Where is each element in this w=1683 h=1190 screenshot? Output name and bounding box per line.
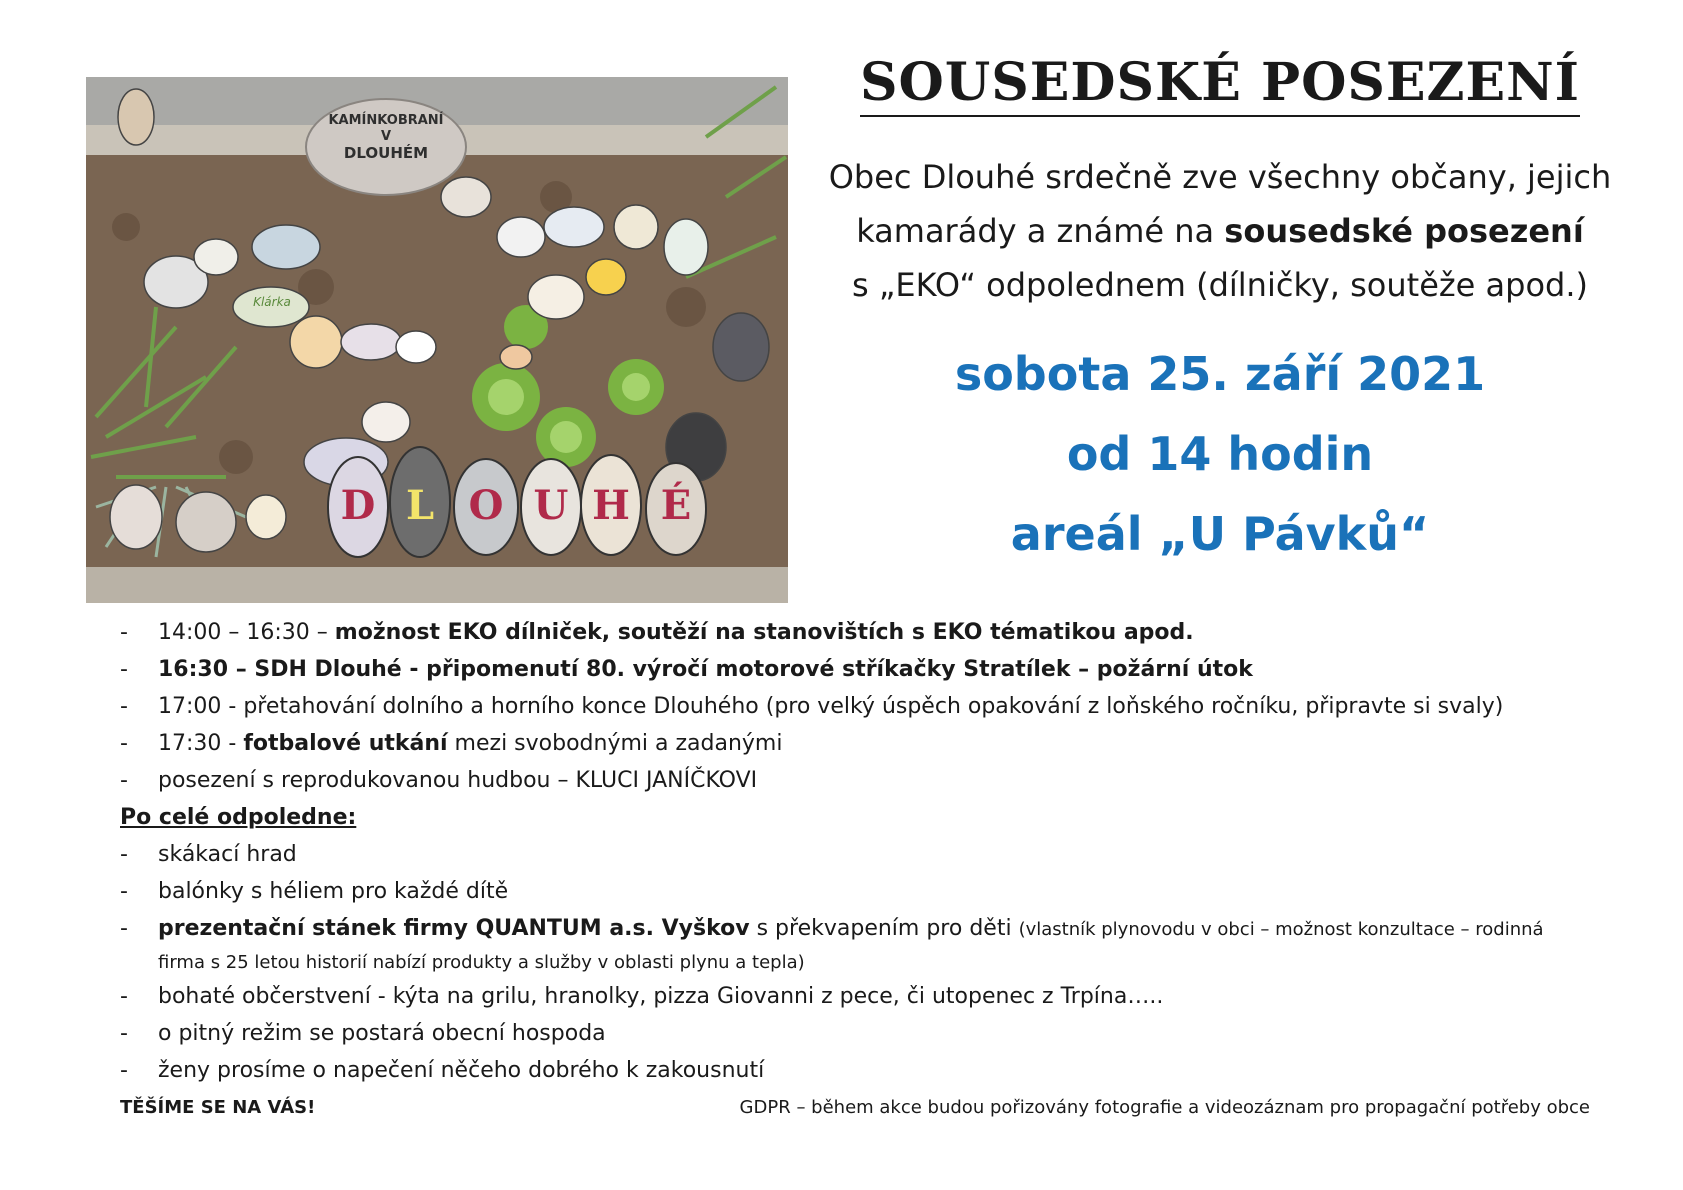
list-dash: - [120,916,128,941]
invite-line-2: kamarády a známé na sousedské posezení [856,212,1584,250]
list-item: - ženy prosíme o napečení něčeho dobrého k zakousnutí [120,1052,1600,1089]
list-dash: - [120,620,128,645]
quantum-note-cont: firma s 25 letou historií nabízí produkty a služby v oblasti plynu a tepla) [158,952,805,973]
list-dash: - [120,879,128,904]
letter-stone: D [340,482,376,529]
invite-line-1: Obec Dlouhé srdečně zve všechny občany, jejich [828,158,1612,196]
list-item: - bohaté občerstvení - kýta na grilu, hranolky, pizza Giovanni z pece, či utopenec z Trpína….. [120,978,1600,1015]
list-dash: - [120,842,128,867]
letter-stone: É [660,482,692,529]
letter-stone: H [592,482,630,529]
program-list [120,614,1600,1089]
all-day-heading: Po celé odpoledne: [120,805,357,830]
letter-stone: U [533,482,569,529]
list-dash: - [120,694,128,719]
event-place: areál „U Pávků“ [1010,507,1430,561]
list-item: - 17:00 - přetahování dolního a horního konce Dlouhého (pro velký úspěch opakování z loňského ročníku, připravte si svaly) [120,688,1600,725]
sign-line-3: DLOUHÉM [343,144,429,162]
list-item: - 17:30 - fotbalové utkání mezi svobodnými a zadanými [120,725,1600,762]
list-item: - skákací hrad [120,836,1600,873]
event-title: SOUSEDSKÉ POSEZENÍ [820,52,1620,113]
program-items [120,614,1600,799]
sign-stone-text [316,113,456,161]
list-item: - posezení s reprodukovanou hudbou – KLUCI JANÍČKOVI [120,762,1600,799]
list-item: - 14:00 – 16:30 – možnost EKO dílniček, soutěží na stanovištích s EKO tématikou apod. [120,614,1600,651]
invite-highlight: sousedské posezení [1224,212,1584,250]
list-item: - balónky s héliem pro každé dítě [120,873,1600,910]
list-dash: - [120,731,128,756]
event-date: sobota 25. září 2021 [954,347,1486,401]
sign-line-2: V [380,129,392,144]
list-dash: - [120,1021,128,1046]
letter-stone: L [405,482,435,529]
list-dash: - [120,657,128,682]
invitation-text [800,150,1640,312]
list-dash: - [120,984,128,1009]
event-time: od 14 hodin [1066,427,1374,481]
all-day-items [120,836,1600,910]
sign-line-1: KAMÍNKOBRANÍ [328,113,444,128]
invite-line-3: s „EKO“ odpolednem (dílničky, soutěže apod.) [852,266,1588,304]
footer-greeting: TĚŠÍME SE NA VÁS! [120,1097,316,1118]
painted-stones-photo [86,77,788,603]
gdpr-note: GDPR – během akce budou pořizovány fotografie a videozáznam pro propagační potřeby obce [739,1097,1590,1118]
event-when [800,334,1640,574]
list-item: - 16:30 – SDH Dlouhé - připomenutí 80. výročí motorové stříkačky Stratílek – požární útok [120,651,1600,688]
list-dash: - [120,1058,128,1083]
letter-stone: O [468,482,504,529]
list-dash: - [120,768,128,793]
list-item: - o pitný režim se postará obecní hospoda [120,1015,1600,1052]
name-stone-text: Klárka [253,295,291,309]
list-item-quantum: - prezentační stánek firmy QUANTUM a.s. Vyškov s překvapením pro děti (vlastník plynovodu v obci – možnost konzultace – rodinná firma s 25 letou historií nabízí produkty a služby v oblasti plynu a tepla) [120,910,1600,978]
rest-items [120,978,1600,1089]
